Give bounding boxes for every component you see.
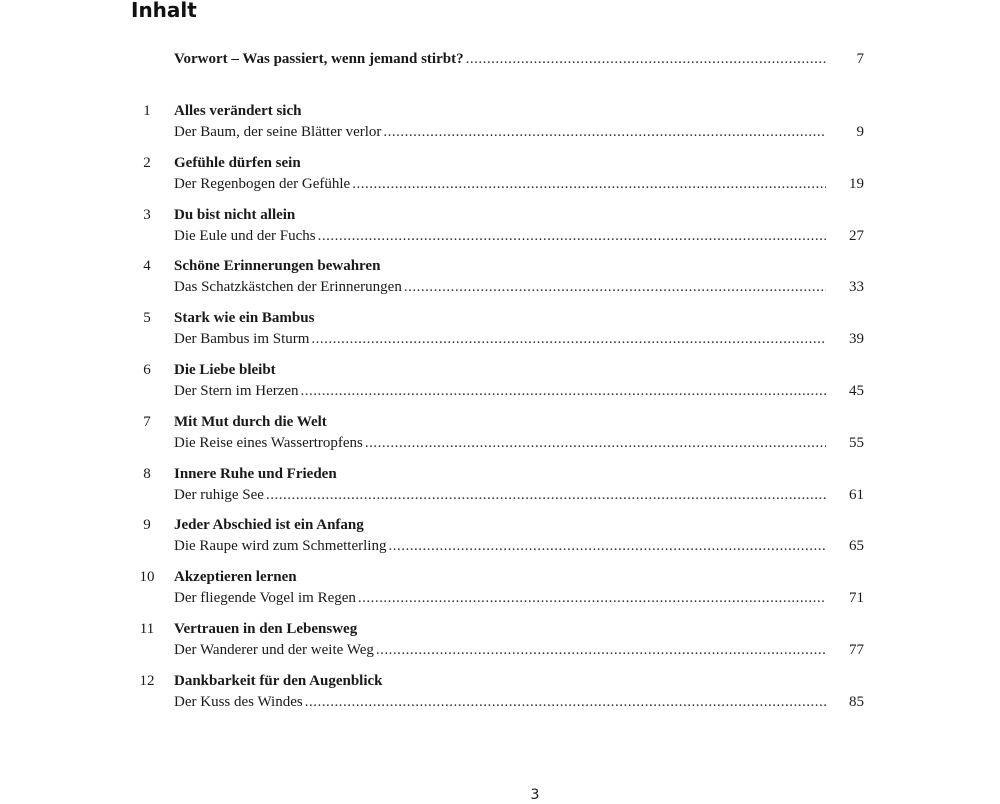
story-page: 55 bbox=[849, 435, 864, 451]
story-title: Der Baum, der seine Blätter verlor bbox=[174, 124, 382, 140]
toc-entry-story[interactable] bbox=[174, 433, 864, 453]
dot-leader bbox=[266, 485, 826, 505]
story-title: Der Kuss des Windes bbox=[174, 694, 303, 710]
chapter-number: 7 bbox=[143, 414, 151, 430]
chapter-title[interactable]: Alles verändert sich bbox=[174, 103, 302, 119]
story-page: 9 bbox=[856, 124, 864, 140]
chapter-number: 5 bbox=[143, 310, 151, 326]
dot-leader bbox=[305, 692, 826, 712]
chapter-title[interactable]: Stark wie ein Bambus bbox=[174, 310, 315, 326]
story-page: 39 bbox=[849, 331, 864, 347]
chapter-title[interactable]: Mit Mut durch die Welt bbox=[174, 414, 327, 430]
story-title: Der Regenbogen der Gefühle bbox=[174, 176, 351, 192]
story-page: 45 bbox=[849, 383, 864, 399]
toc-entry-story[interactable] bbox=[174, 640, 864, 660]
dot-leader bbox=[318, 226, 826, 246]
toc-entry-story[interactable] bbox=[174, 485, 864, 505]
page-heading: Inhalt bbox=[131, 0, 197, 22]
story-title: Der fliegende Vogel im Regen bbox=[174, 590, 356, 606]
chapter-title[interactable]: Gefühle dürfen sein bbox=[174, 155, 301, 171]
chapter-title[interactable]: Dankbarkeit für den Augenblick bbox=[174, 673, 383, 689]
story-title: Das Schatzkästchen der Erinnerungen bbox=[174, 279, 402, 295]
chapter-number: 10 bbox=[139, 569, 155, 585]
story-page: 65 bbox=[849, 538, 864, 554]
toc-entry-story[interactable] bbox=[174, 277, 864, 297]
dot-leader bbox=[383, 122, 826, 142]
story-title: Der ruhige See bbox=[174, 487, 264, 503]
toc-entry-story[interactable] bbox=[174, 692, 864, 712]
chapter-number: 1 bbox=[143, 103, 151, 119]
chapter-title[interactable]: Die Liebe bleibt bbox=[174, 362, 276, 378]
story-page: 61 bbox=[849, 487, 864, 503]
chapter-title[interactable]: Du bist nicht allein bbox=[174, 207, 296, 223]
chapter-number: 2 bbox=[143, 155, 151, 171]
story-title: Die Raupe wird zum Schmetterling bbox=[174, 538, 387, 554]
toc-entry-foreword[interactable] bbox=[174, 49, 864, 69]
dot-leader bbox=[388, 536, 826, 556]
story-title: Die Eule und der Fuchs bbox=[174, 228, 316, 244]
story-page: 33 bbox=[849, 279, 864, 295]
dot-leader bbox=[301, 381, 826, 401]
story-page: 77 bbox=[849, 642, 864, 658]
chapter-title[interactable]: Schöne Erinnerungen bewahren bbox=[174, 258, 381, 274]
dot-leader bbox=[352, 174, 826, 194]
foreword-title: Vorwort – Was passiert, wenn jemand stirbt? bbox=[174, 51, 464, 67]
toc-entry-story[interactable] bbox=[174, 536, 864, 556]
toc-entry-story[interactable] bbox=[174, 588, 864, 608]
toc-entry-story[interactable] bbox=[174, 122, 864, 142]
toc-entry-story[interactable] bbox=[174, 174, 864, 194]
dot-leader bbox=[376, 640, 826, 660]
chapter-title[interactable]: Innere Ruhe und Frieden bbox=[174, 466, 337, 482]
dot-leader bbox=[466, 49, 826, 69]
story-title: Der Wanderer und der weite Weg bbox=[174, 642, 374, 658]
chapter-number: 3 bbox=[143, 207, 151, 223]
foreword-page: 7 bbox=[856, 51, 864, 67]
chapter-title[interactable]: Jeder Abschied ist ein Anfang bbox=[174, 517, 364, 533]
chapter-title[interactable]: Vertrauen in den Lebensweg bbox=[174, 621, 358, 637]
story-title: Der Stern im Herzen bbox=[174, 383, 299, 399]
story-page: 85 bbox=[849, 694, 864, 710]
dot-leader bbox=[365, 433, 826, 453]
story-page: 19 bbox=[849, 176, 864, 192]
chapter-number: 4 bbox=[143, 258, 151, 274]
dot-leader bbox=[404, 277, 826, 297]
page-number: 3 bbox=[530, 787, 540, 803]
story-title: Die Reise eines Wassertropfens bbox=[174, 435, 363, 451]
chapter-title[interactable]: Akzeptieren lernen bbox=[174, 569, 297, 585]
dot-leader bbox=[358, 588, 826, 608]
chapter-number: 12 bbox=[139, 673, 155, 689]
toc-entry-story[interactable] bbox=[174, 381, 864, 401]
chapter-number: 9 bbox=[143, 517, 151, 533]
chapter-number: 6 bbox=[143, 362, 151, 378]
story-page: 71 bbox=[849, 590, 864, 606]
chapter-number: 8 bbox=[143, 466, 151, 482]
toc-entry-story[interactable] bbox=[174, 329, 864, 349]
story-page: 27 bbox=[849, 228, 864, 244]
toc-entry-story[interactable] bbox=[174, 226, 864, 246]
chapter-number: 11 bbox=[139, 621, 155, 637]
dot-leader bbox=[311, 329, 826, 349]
story-title: Der Bambus im Sturm bbox=[174, 331, 310, 347]
